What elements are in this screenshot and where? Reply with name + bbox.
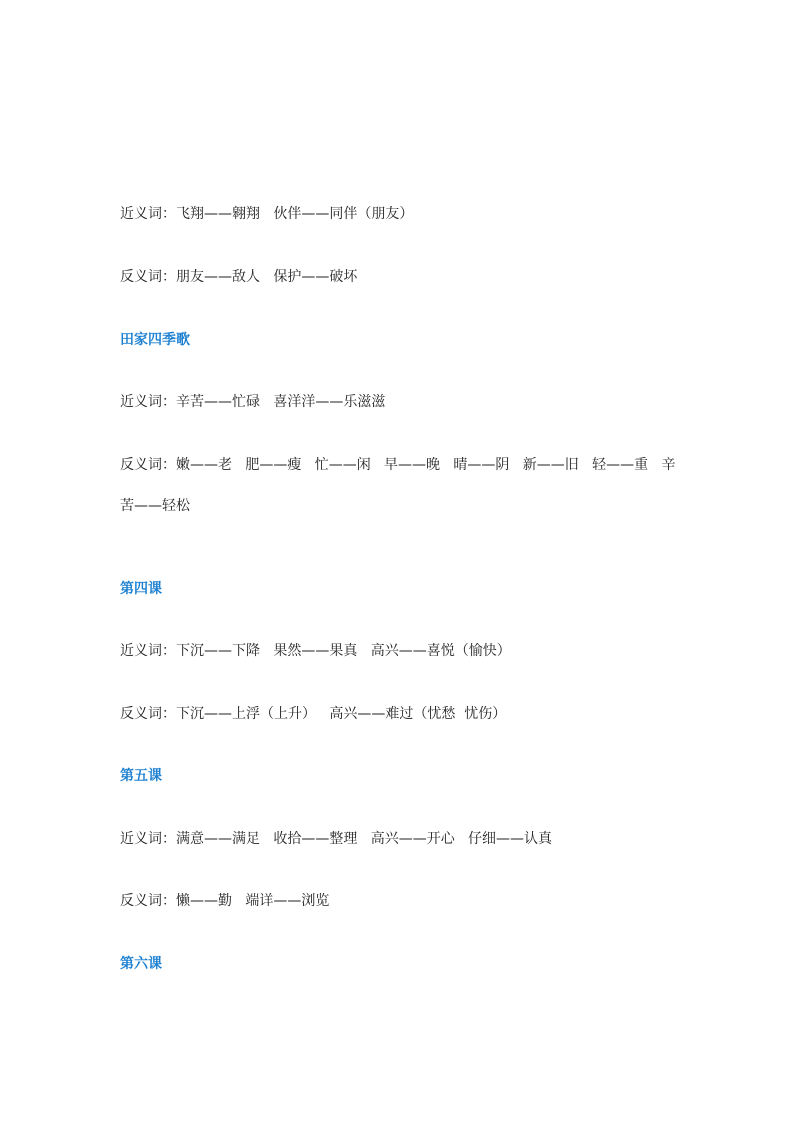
antonym-line: 反义词：朋友——敌人 保护——破坏 — [120, 269, 358, 285]
section-heading-lesson-5: 第五课 — [120, 768, 162, 784]
synonym-line: 近义词：满意——满足 收拾——整理 高兴——开心 仔细——认真 — [120, 831, 553, 847]
synonym-line: 近义词：下沉——下降 果然——果真 高兴——喜悦（愉快） — [120, 643, 511, 659]
synonym-line: 近义词：辛苦——忙碌 喜洋洋——乐滋滋 — [120, 394, 386, 410]
section-heading-lesson-4: 第四课 — [120, 581, 162, 597]
section-heading-lesson-6: 第六课 — [120, 956, 162, 972]
antonym-line: 反义词：懒——勤 端详——浏览 — [120, 893, 330, 909]
section-heading-tianjia: 田家四季歌 — [120, 332, 190, 348]
antonym-line: 反义词：下沉——上浮（上升） 高兴——难过（忧愁 忧伤） — [120, 706, 507, 722]
synonym-line: 近义词：飞翔——翱翔 伙伴——同伴（朋友） — [120, 206, 414, 222]
antonym-line: 反义词：嫩——老 肥——瘦 忙——闲 早——晚 晴——阴 新——旧 轻——重 辛 — [120, 457, 676, 473]
antonym-line-continued: 苦——轻松 — [120, 498, 190, 514]
